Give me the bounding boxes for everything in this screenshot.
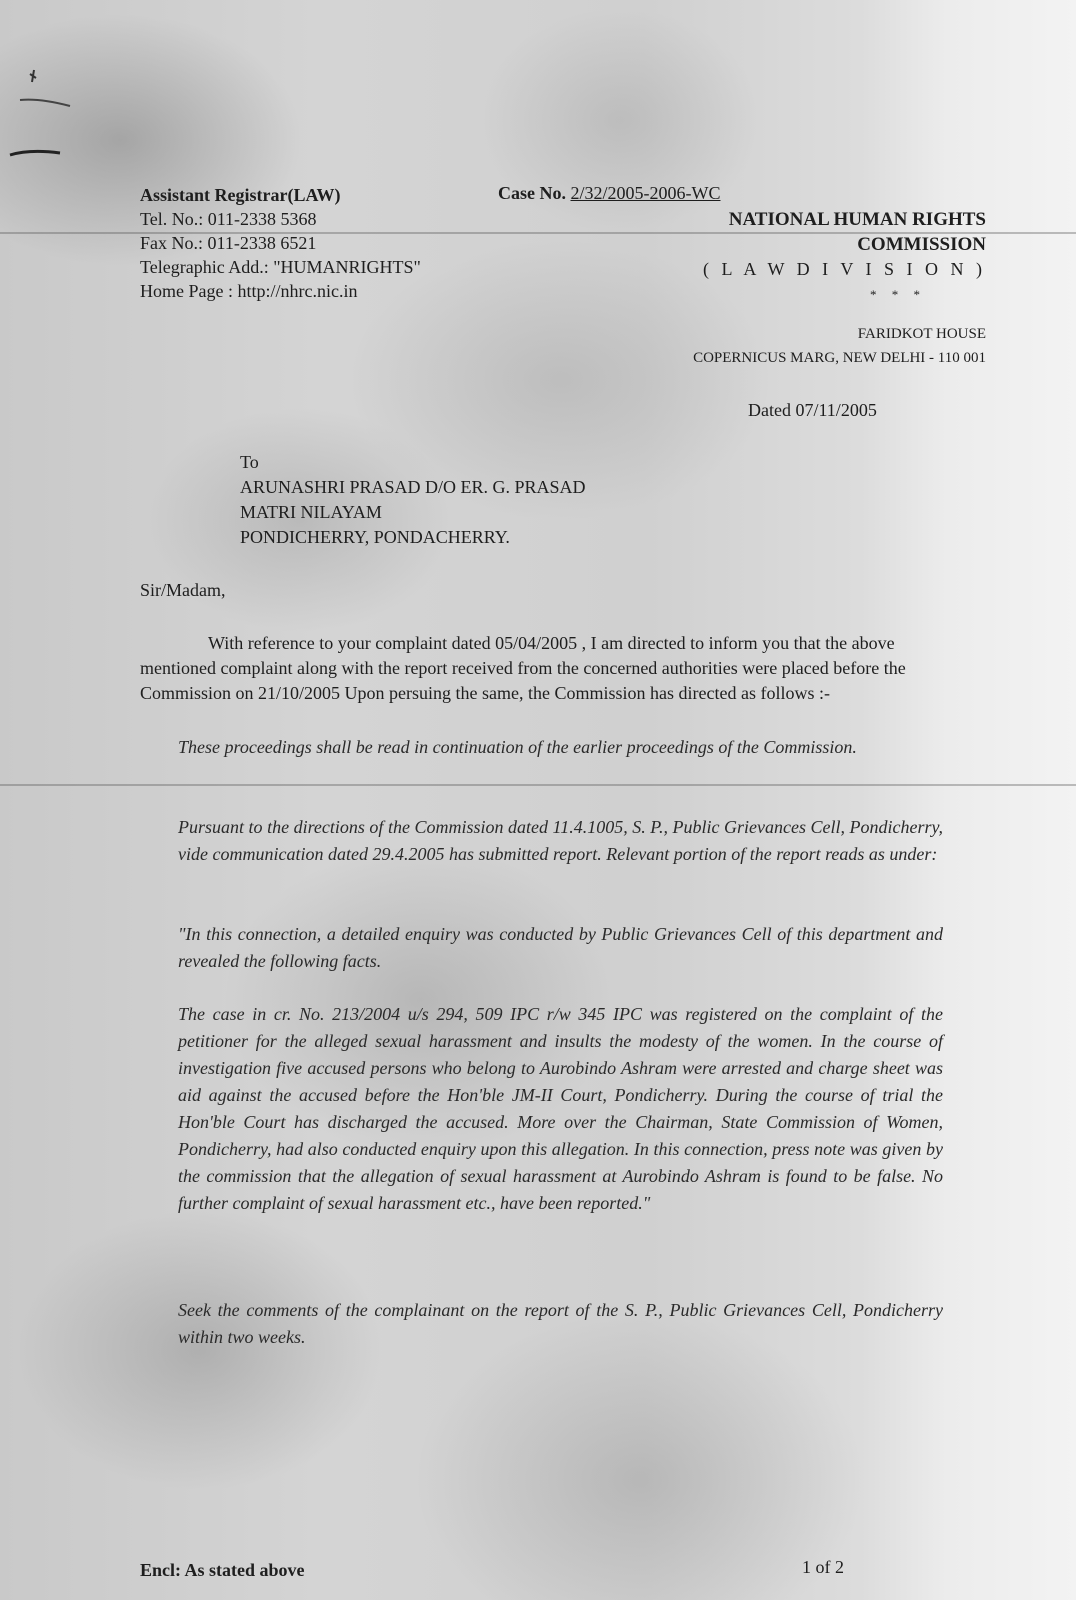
to-label: To bbox=[240, 452, 259, 472]
page-number: 1 of 2 bbox=[802, 1557, 844, 1577]
recipient-block bbox=[240, 450, 586, 550]
organization-block bbox=[703, 207, 986, 307]
recipient-line1: ARUNASHRI PRASAD D/O ER. G. PRASAD bbox=[240, 477, 586, 497]
proceedings-paragraph: Pursuant to the directions of the Commission dated 11.4.1005, S. P., Public Grievances Cell, Pondicherry, vide communication dated 29.4.2005 has submitted report. Relevant portion of the report reads as under: bbox=[178, 817, 943, 864]
office-title: Assistant Registrar(LAW) bbox=[140, 185, 341, 205]
contact-block bbox=[140, 183, 421, 303]
proceedings-paragraph: Seek the comments of the complainant on the report of the S. P., Public Grievances Cell, Pondicherry within two weeks. bbox=[178, 1300, 943, 1347]
org-name-line2: COMMISSION bbox=[857, 234, 986, 255]
case-number-line bbox=[498, 183, 721, 204]
intro-paragraph bbox=[140, 631, 966, 706]
division-name: ( L A W D I V I S I O N ) bbox=[702, 259, 986, 279]
tel-number: Tel. No.: 011-2338 5368 bbox=[140, 209, 317, 229]
case-label: Case No. bbox=[498, 183, 566, 203]
home-page: Home Page : http://nhrc.nic.in bbox=[140, 281, 358, 301]
fold-crease bbox=[0, 784, 1076, 786]
salutation: Sir/Madam, bbox=[140, 580, 226, 600]
org-name-line1: NATIONAL HUMAN RIGHTS bbox=[728, 209, 986, 230]
proceedings-paragraph: These proceedings shall be read in continuation of the earlier proceedings of the Commission. bbox=[178, 737, 857, 757]
fax-number: Fax No.: 011-2338 6521 bbox=[140, 233, 317, 253]
telegraphic-address: Telegraphic Add.: "HUMANRIGHTS" bbox=[140, 257, 421, 277]
case-number: 2/32/2005-2006-WC bbox=[570, 183, 721, 203]
separator-stars: * * * bbox=[870, 287, 926, 302]
intro-text: With reference to your complaint dated 05/04/2005 , I am directed to inform you that the above mentioned complaint along with the report received from the concerned authorities were placed before the Commission on 21/10/2005 Upon persuing the same, the Commission has directed as follows :- bbox=[140, 633, 906, 703]
scan-marks bbox=[0, 60, 80, 180]
recipient-line3: PONDICHERRY, PONDACHERRY. bbox=[240, 527, 510, 547]
proceedings-paragraph: The case in cr. No. 213/2004 u/s 294, 509 IPC r/w 345 IPC was registered on the complaint of the petitioner for the alleged sexual harassment and insults the modesty of the women. In the course of investigation five accused persons who belong to Aurobindo Ashram were arrested and charge sheet was aid against the accused before the Hon'ble JM-II Court, Pondicherry. During the course of trial the Hon'ble Court has discharged the accused. More over the Chairman, State Commission of Women, Pondicherry, had also conducted enquiry upon this allegation. In this connection, press note was given by the commission that the allegation of sexual harassment at Aurobindo Ashram is found to be false. No further complaint of sexual harassment etc., have been reported." bbox=[178, 1004, 943, 1213]
letter-date: Dated 07/11/2005 bbox=[748, 400, 877, 420]
proceedings-paragraph: "In this connection, a detailed enquiry was conducted by Public Grievances Cell of this department and revealed the following facts. bbox=[178, 924, 943, 971]
address-block bbox=[693, 322, 986, 370]
enclosure-note: Encl: As stated above bbox=[140, 1560, 305, 1580]
recipient-line2: MATRI NILAYAM bbox=[240, 502, 382, 522]
address-line1: FARIDKOT HOUSE bbox=[857, 326, 986, 342]
address-line2: COPERNICUS MARG, NEW DELHI - 110 001 bbox=[693, 350, 986, 366]
